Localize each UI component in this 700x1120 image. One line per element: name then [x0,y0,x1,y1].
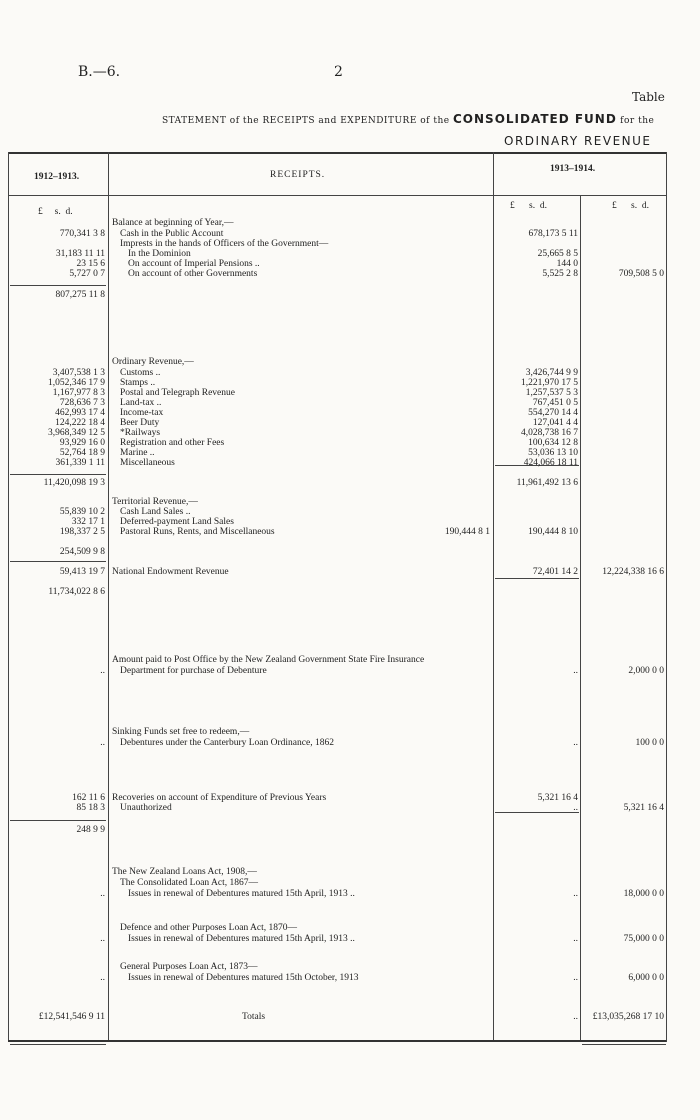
row-label: The Consolidated Loan Act, 1867— [120,878,258,888]
row-1912-value: 31,183 11 11 [55,249,105,259]
row-1913-value: .. [573,934,578,944]
row-1913-value: 53,036 13 10 [528,448,578,458]
row-1913-value: 678,173 5 11 [528,229,578,239]
row-1912-value: 5,727 0 7 [69,269,105,279]
row-total-value: 2,000 0 0 [628,666,664,676]
row-1912-value: .. [100,889,105,899]
row-1913-value: 72,401 14 2 [532,567,578,577]
row-label: Beer Duty [120,418,160,428]
row-label: Department for purchase of Debenture [120,666,267,676]
row-1912-value: 11,420,098 19 3 [43,478,105,488]
row-label: Customs .. [120,368,161,378]
row-1913-value: 3,426,744 9 9 [525,368,578,378]
row-1912-value: 1,052,346 17 9 [48,378,105,388]
row-label: On account of other Governments [128,269,258,279]
row-1912-value: 1,167,977 8 3 [52,388,105,398]
row-label: Registration and other Fees [120,438,225,448]
row-1913-value: 5,321 16 4 [537,793,578,803]
row-total-value: 6,000 0 0 [628,973,664,983]
fund-name: CONSOLIDATED FUND [453,112,617,126]
currency-left: £ s. d. [38,207,73,217]
row-total-value: 709,508 5 0 [618,269,664,279]
row-label: Amount paid to Post Office by the New Zealand Government State Fire Insurance [112,655,425,665]
row-1912-value: 55,839 10 2 [59,507,105,517]
row-mid-value: 190,444 8 1 [444,527,490,537]
row-1913-value: .. [573,803,578,813]
row-1912-value: .. [100,934,105,944]
row-1912-value: 361,339 1 11 [55,458,105,468]
row-1912-value: .. [100,738,105,748]
row-label: Recoveries on account of Expenditure of Previous Years [112,793,327,803]
row-1912-value: .. [100,666,105,676]
row-1912-value: 59,413 19 7 [59,567,105,577]
row-1913-value: 1,257,537 5 3 [525,388,578,398]
row-1913-value: .. [573,666,578,676]
row-label: Unauthorized [120,803,172,813]
row-1912-value: 728,636 7 3 [59,398,105,408]
row-label: Stamps .. [120,378,156,388]
row-label: Totals [242,1012,266,1022]
row-1913-value: 554,270 14 4 [528,408,578,418]
row-1913-value: 767,451 0 5 [532,398,578,408]
row-label: Issues in renewal of Debentures matured 15th October, 1913 [128,973,359,983]
row-label: Territorial Revenue,— [112,497,198,507]
header-left-year: 1912–1913. [34,172,80,182]
row-label: *Railways [120,428,161,438]
row-label: Debentures under the Canterbury Loan Ordinance, 1862 [120,738,334,748]
row-1912-value: 124,222 18 4 [55,418,105,428]
row-1912-value: 248 9 9 [76,825,105,835]
row-1912-value: 23 15 6 [76,259,105,269]
row-1913-value: 190,444 8 10 [528,527,578,537]
row-1913-value: 25,665 8 5 [537,249,578,259]
row-label: Marine .. [120,448,155,458]
row-label: Pastoral Runs, Rents, and Miscellaneous [120,527,275,537]
row-1913-value: 424,066 18 11 [523,458,578,468]
row-label: Defence and other Purposes Loan Act, 1870— [120,923,298,933]
row-total-value: 100 0 0 [635,738,664,748]
row-1913-value: 144 0 [556,259,578,269]
statement-title [162,112,654,126]
row-1912-value: 162 11 6 [72,793,105,803]
row-1912-value: 254,509 9 8 [59,547,105,557]
row-1913-value: 4,028,738 16 7 [521,428,578,438]
row-label: Issues in renewal of Debentures matured 15th April, 1913 .. [128,889,355,899]
row-1912-value: 332 17 1 [71,517,105,527]
row-label: General Purposes Loan Act, 1873— [120,962,258,972]
row-1913-value: .. [573,1012,578,1022]
row-label: The New Zealand Loans Act, 1908,— [112,867,257,877]
row-label: Miscellaneous [120,458,175,468]
row-label: Cash in the Public Account [120,229,224,239]
row-total-value: 75,000 0 0 [623,934,664,944]
row-1913-value: 100,634 12 8 [528,438,578,448]
header-receipts: RECEIPTS. [270,170,326,180]
table-label: Table [632,90,665,104]
row-1912-value: 770,341 3 8 [59,229,105,239]
row-total-value: £13,035,268 17 10 [592,1012,664,1022]
row-1912-value: 85 18 3 [76,803,105,813]
row-label: Issues in renewal of Debentures matured 15th April, 1913 .. [128,934,355,944]
currency-total: £ s. d. [612,201,649,211]
row-1912-value: £12,541,546 9 11 [38,1012,105,1022]
row-total-value: 5,321 16 4 [623,803,664,813]
row-1913-value: 11,961,492 13 6 [516,478,578,488]
row-label: Ordinary Revenue,— [112,357,194,367]
row-1913-value: 1,221,970 17 5 [521,378,578,388]
row-1912-value: 3,968,349 12 5 [48,428,105,438]
row-label: Deferred-payment Land Sales [120,517,234,527]
row-total-value: 12,224,338 16 6 [602,567,664,577]
row-1912-value: 52,764 18 9 [59,448,105,458]
row-1913-value: 5,525 2 8 [542,269,578,279]
row-label: Land-tax .. [120,398,162,408]
header-right-year: 1913–1914. [550,164,596,174]
row-1913-value: .. [573,973,578,983]
row-1912-value: 3,407,538 1 3 [52,368,105,378]
row-1913-value: .. [573,738,578,748]
row-1913-value: 127,041 4 4 [532,418,578,428]
row-1913-value: .. [573,889,578,899]
title-prefix: STATEMENT of the RECEIPTS and EXPENDITURE of the [162,116,450,126]
row-label: Imprests in the hands of Officers of the Government— [120,239,329,249]
row-label: In the Dominion [128,249,191,259]
row-1912-value: 93,929 16 0 [59,438,105,448]
row-1912-value: 198,337 2 5 [59,527,105,537]
row-1912-value: 11,734,022 8 6 [48,587,105,597]
page-number: 2 [334,64,343,80]
row-1912-value: .. [100,973,105,983]
row-label: On account of Imperial Pensions .. [128,259,260,269]
row-label: Sinking Funds set free to redeem,— [112,727,250,737]
row-label: Postal and Telegraph Revenue [120,388,235,398]
row-label: National Endowment Revenue [112,567,229,577]
currency-right: £ s. d. [510,201,547,211]
row-1912-value: 462,993 17 4 [55,408,105,418]
title-suffix: for the [620,116,655,126]
row-label: Balance at beginning of Year,— [112,218,234,228]
row-total-value: 18,000 0 0 [623,889,664,899]
fund-subtitle: ORDINARY REVENUE [504,134,652,148]
page-ref: B.—6. [78,64,121,80]
row-label: Income-tax [120,408,164,418]
row-1912-value: 807,275 11 8 [55,290,105,300]
row-label: Cash Land Sales .. [120,507,191,517]
